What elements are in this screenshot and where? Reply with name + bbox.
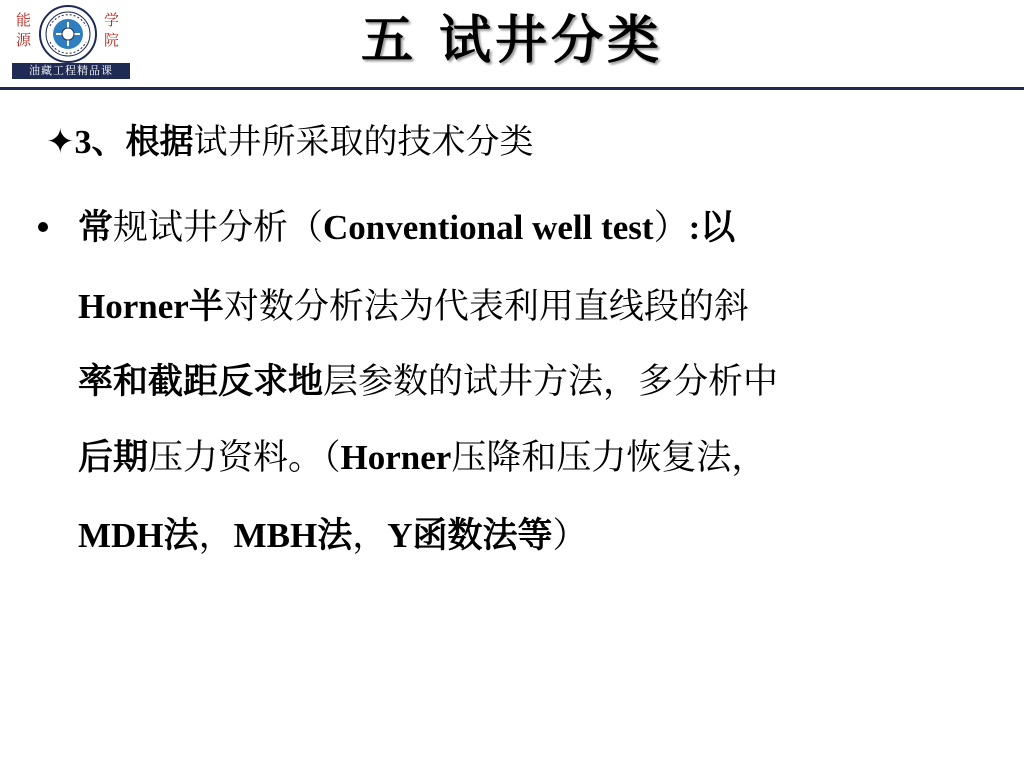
text: 压降和压力恢复法，	[451, 438, 767, 478]
bullet-icon	[38, 222, 48, 232]
star-marker-icon: ✦	[46, 122, 75, 162]
text-bold: 半	[188, 287, 224, 327]
section-subheading	[46, 120, 534, 165]
text-english: :	[688, 208, 701, 247]
text-english: Conventional well test	[323, 208, 654, 247]
subheading-text: 试井所采取的技术分类	[193, 122, 534, 162]
page-title: 五 试井分类	[360, 11, 664, 71]
text-bold: 以	[700, 208, 736, 248]
text-english: Horner	[78, 287, 189, 326]
text-english: Y	[387, 516, 413, 555]
subheading-number: 3	[74, 124, 92, 161]
text-english: MDH	[78, 516, 164, 555]
text-bold: 率和截距反求地	[78, 362, 324, 402]
logo-char: 源	[16, 31, 32, 49]
text-bold: 法	[317, 516, 353, 556]
logo-caption: 油藏工程精品课	[12, 63, 130, 79]
text: 规试井分析（	[113, 208, 324, 248]
paragraph-line	[78, 206, 735, 250]
text-bold: 后期	[78, 438, 149, 478]
paragraph-line	[78, 360, 778, 404]
text-english: Horner	[340, 438, 452, 477]
text-english: MBH	[233, 516, 318, 555]
text: 压力资料。（	[148, 438, 341, 478]
paragraph-line	[78, 514, 588, 558]
slide-header	[0, 0, 1024, 86]
paragraph-line	[78, 285, 749, 329]
logo-char: 学	[104, 11, 120, 29]
text: 层参数的试井方法，多分析中	[323, 362, 779, 402]
text: ，	[352, 516, 388, 556]
title-divider	[0, 87, 1024, 90]
text: ）	[653, 208, 689, 248]
logo-char: 能	[16, 11, 32, 29]
subheading-bold: 根据	[125, 122, 194, 162]
text-bold: 法	[163, 516, 199, 556]
text-bold: 函数法等	[412, 516, 553, 556]
text: ，	[198, 516, 234, 556]
text: ）	[552, 516, 588, 556]
text-bold: 常	[78, 208, 114, 248]
paragraph-line	[78, 436, 766, 480]
subheading-sep: 、	[91, 122, 126, 162]
text: 对数分析法为代表利用直线段的斜	[223, 287, 749, 327]
logo-char: 院	[104, 31, 120, 49]
